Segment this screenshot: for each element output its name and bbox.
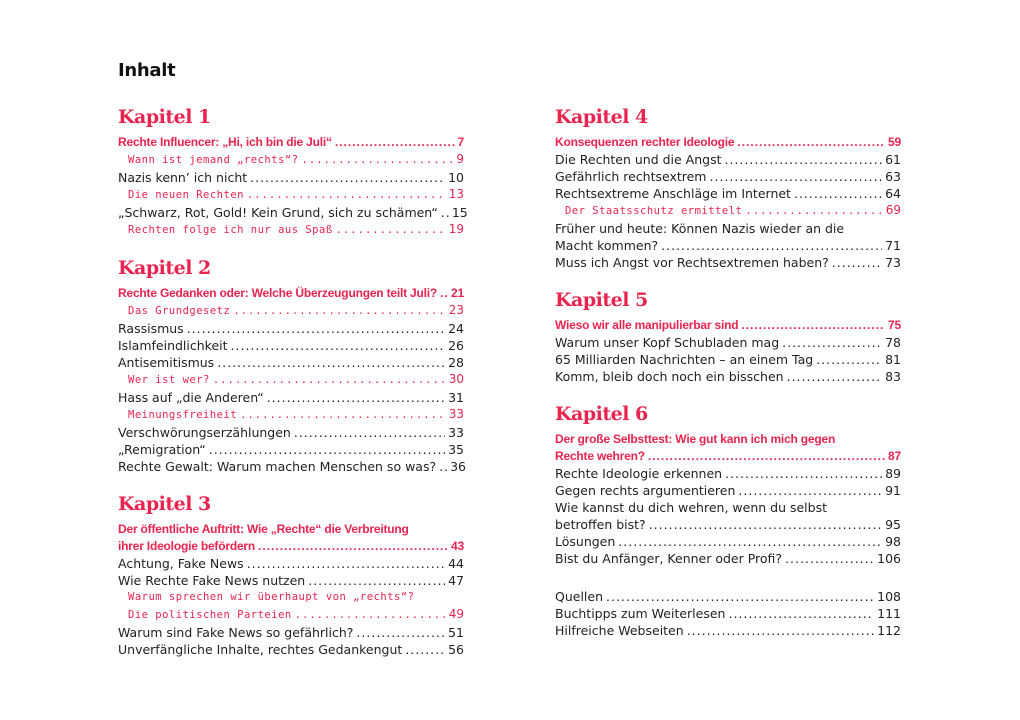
dot-leader [308,572,445,589]
toc-entry[interactable] [118,134,464,151]
toc-entry[interactable] [555,368,901,385]
toc-entry[interactable] [118,589,464,624]
toc-entry[interactable] [118,555,464,572]
chapter-heading: Kapitel 2 [118,257,211,279]
page-number: 33 [448,425,464,440]
toc-entry-line: Warum sprechen wir überhaupt von „rechts“? [128,591,415,603]
toc-entry[interactable] [118,389,464,406]
page-number: 23 [448,303,464,317]
page-number: 28 [448,355,464,370]
toc-entry[interactable] [118,320,464,337]
page-number: 24 [448,321,464,336]
toc-entry-title: Wann ist jemand „rechts“? [128,154,299,166]
toc-entry-line: Wie kannst du dich wehren, wenn du selbst [555,500,827,515]
toc-entry[interactable] [555,482,901,499]
toc-entry-title: Rassismus [118,321,184,336]
dot-leader [725,151,883,168]
chapter-section [555,403,901,567]
dot-leader [405,641,445,658]
toc-entry-title: Meinungsfreiheit [128,409,238,421]
page-number: 59 [888,135,901,149]
dot-leader [209,441,445,458]
dot-leader [606,588,874,605]
toc-entry-title: Rechte Influencer: „Hi, ich bin die Juli“ [118,135,332,149]
toc-entry-title: Hass auf „die Anderen“ [118,390,264,405]
toc-entry-title: Die politischen Parteien [128,609,292,621]
toc-entry[interactable] [555,202,901,220]
toc-entry[interactable] [555,317,901,334]
toc-entry[interactable] [118,354,464,371]
toc-entry[interactable] [118,186,464,204]
toc-entry-title: betroffen bist? [555,517,646,532]
toc-entry[interactable] [555,588,901,605]
page-number: 7 [457,135,464,149]
toc-entry-title: 65 Milliarden Nachrichten – an einem Tag [555,352,814,367]
dot-leader [231,337,446,354]
toc-entry-title: Warum sind Fake News so gefährlich? [118,625,354,640]
page-number: 81 [885,352,901,367]
dot-leader [785,550,874,567]
page-number: 19 [448,222,464,236]
page-number: 51 [448,625,464,640]
dot-leader [794,185,882,202]
page-number: 75 [888,318,901,332]
toc-entry-title: Nazis kenn’ ich nicht [118,170,248,185]
toc-entry-line: Der große Selbsttest: Wie gut kann ich mich gegen [555,432,836,446]
chapter-heading: Kapitel 3 [118,493,211,515]
toc-entry-title: Komm, bleib doch noch ein bisschen [555,369,784,384]
dot-leader [267,389,445,406]
toc-entry-title: Konsequenzen rechter Ideologie [555,135,735,149]
page-number: 47 [448,573,464,588]
toc-entry[interactable] [555,334,901,351]
page-number: 64 [885,186,901,201]
toc-entry-title: Lösungen [555,534,616,549]
dot-leader [258,538,448,555]
toc-entry[interactable] [555,134,901,151]
page-number: 73 [885,255,901,270]
dot-leader [738,482,882,499]
page-number: 89 [885,466,901,481]
toc-column-left [118,106,468,658]
toc-entry-title: Gegen rechts argumentieren [555,483,736,498]
toc-entry-title: Rechtsextreme Anschläge im Internet [555,186,791,201]
dot-leader [302,152,454,169]
page-number: 35 [448,442,464,457]
page-number: 108 [877,589,901,604]
page-number: 43 [451,539,464,553]
dot-leader [247,555,445,572]
toc-entry-title: Wer ist wer? [128,374,210,386]
toc-entry-title: Buchtipps zum Weiterlesen [555,606,726,621]
toc-entry[interactable] [555,550,901,567]
dot-leader [618,533,882,550]
toc-entry[interactable] [118,624,464,641]
page-number: 21 [451,286,464,300]
page-number: 49 [448,607,464,621]
toc-entry-title: Das Grundgesetz [128,305,231,317]
toc-entry-title: Muss ich Angst vor Rechtsextremen haben? [555,255,829,270]
toc-entry[interactable] [118,169,464,186]
toc-entry[interactable] [118,302,464,320]
page-number: 36 [450,459,467,474]
toc-entry[interactable] [555,431,901,465]
page-number: 44 [448,556,464,571]
toc-entry-line: Der öffentliche Auftritt: Wie „Rechte“ die Verbreitung [118,522,409,536]
toc-entry[interactable] [555,168,901,185]
page-number: 26 [448,338,464,353]
toc-entry-line: Früher und heute: Können Nazis wieder an die [555,221,845,236]
toc-entry-title: Rechte wehren? [555,449,645,463]
toc-entry-title: Hilfreiche Webseiten [555,623,684,638]
toc-entry[interactable] [555,151,901,168]
dot-leader [816,351,882,368]
page-number: 112 [877,623,901,638]
dot-leader [649,516,882,533]
dot-leader [648,448,885,465]
toc-entry-title: Quellen [555,589,604,604]
page-number: 106 [877,551,901,566]
chapter-section [555,106,901,271]
toc-appendix [555,588,901,639]
toc-entry[interactable] [118,221,464,239]
page-number: 111 [877,606,901,621]
page-number: 10 [448,170,464,185]
page-title: Inhalt [118,60,176,81]
toc-entry[interactable] [555,465,901,482]
page-number: 98 [885,534,901,549]
chapter-section [118,257,467,475]
dot-leader [356,624,445,641]
dot-leader [250,169,445,186]
dot-leader [233,303,445,320]
toc-entry-title: Rechten folge ich nur aus Spaß [128,224,333,236]
page-number: 63 [885,169,901,184]
toc-entry[interactable] [118,151,464,169]
toc-entry[interactable] [118,441,464,458]
toc-entry[interactable] [118,572,464,589]
toc-entry-title: Warum unser Kopf Schubladen mag [555,335,780,350]
toc-entry-title: Rechte Ideologie erkennen [555,466,723,481]
toc-entry[interactable] [118,521,464,555]
dot-leader [213,372,446,389]
dot-leader [787,368,883,385]
toc-entry[interactable] [118,406,464,424]
dot-leader [217,354,445,371]
chapter-heading: Kapitel 5 [555,289,648,311]
toc-entry-title: Achtung, Fake News [118,556,244,571]
dot-leader [737,134,885,151]
page-number: 78 [885,335,901,350]
dot-leader [832,254,882,271]
page-number: 13 [448,187,464,201]
toc-entry-title: ihrer Ideologie befördern [118,539,256,553]
chapter-heading: Kapitel 4 [555,106,648,128]
page-number: 31 [448,390,464,405]
page-number: 33 [448,407,464,421]
toc-entry-title: „Schwarz, Rot, Gold! Kein Grund, sich zu schämen“ [118,205,438,220]
toc-entry[interactable] [118,641,464,658]
toc-entry-title: Antisemitismus [118,355,215,370]
toc-entry[interactable] [118,424,464,441]
toc-entry-title: Islamfeindlichkeit [118,338,228,353]
dot-leader [294,424,445,441]
page-number: 9 [456,152,464,166]
dot-leader [335,134,455,151]
dot-leader [661,237,882,254]
dot-leader [440,285,448,302]
dot-leader [782,334,882,351]
dot-leader [336,222,446,239]
page-number: 95 [885,517,901,532]
toc-entry-title: Verschwörungserzählungen [118,425,291,440]
dot-leader [741,317,885,334]
chapter-section [555,289,901,385]
toc-entry[interactable] [118,337,464,354]
toc-entry[interactable] [555,605,901,622]
page-number: 83 [885,369,901,384]
page-number: 91 [885,483,901,498]
toc-entry[interactable] [555,533,901,550]
toc-entry[interactable] [555,499,901,533]
page-number: 61 [885,152,901,167]
toc-entry[interactable] [555,220,901,254]
page-number: 30 [448,372,464,386]
toc-entry-title: Gefährlich rechtsextrem [555,169,707,184]
toc-entry-title: Wieso wir alle manipulierbar sind [555,318,739,332]
toc-column-right [555,106,901,567]
chapter-heading: Kapitel 6 [555,403,648,425]
toc-entry-title: Die Rechten und die Angst [555,152,722,167]
toc-entry[interactable] [118,458,467,475]
toc-entry[interactable] [555,351,901,368]
toc-entry[interactable] [555,185,901,202]
chapter-section [118,493,464,658]
dot-leader [295,607,446,624]
toc-entry[interactable] [118,285,464,302]
toc-entry-title: Rechte Gedanken oder: Welche Überzeugungen teilt Juli? [118,286,438,300]
dot-leader [728,605,874,622]
page-number: 15 [451,205,468,220]
chapter-section [118,106,468,239]
dot-leader [187,320,445,337]
page-number: 71 [885,238,901,253]
toc-entry-title: Bist du Anfänger, Kenner oder Profi? [555,551,783,566]
toc-entry[interactable] [118,204,468,221]
page-number: 87 [888,449,901,463]
toc-entry-title: Unverfängliche Inhalte, rechtes Gedankengut [118,642,403,657]
page-number: 69 [885,203,901,217]
toc-entry-title: „Remigration“ [118,442,206,457]
toc-entry-title: Wie Rechte Fake News nutzen [118,573,306,588]
toc-entry-title: Rechte Gewalt: Warum machen Menschen so was? [118,459,437,474]
dot-leader [725,465,882,482]
toc-entry[interactable] [555,254,901,271]
page-number: 56 [448,642,464,657]
toc-entry[interactable] [555,622,901,639]
toc-entry-title: Der Staatsschutz ermittelt [565,205,743,217]
dot-leader [709,168,882,185]
dot-leader [441,204,449,221]
toc-entry[interactable] [118,371,464,389]
dot-leader [687,622,874,639]
toc-entry-title: Die neuen Rechten [128,189,244,201]
chapter-heading: Kapitel 1 [118,106,211,128]
dot-leader [439,458,447,475]
dot-leader [745,203,882,220]
toc-entry-title: Macht kommen? [555,238,659,253]
dot-leader [240,407,446,424]
dot-leader [247,187,446,204]
